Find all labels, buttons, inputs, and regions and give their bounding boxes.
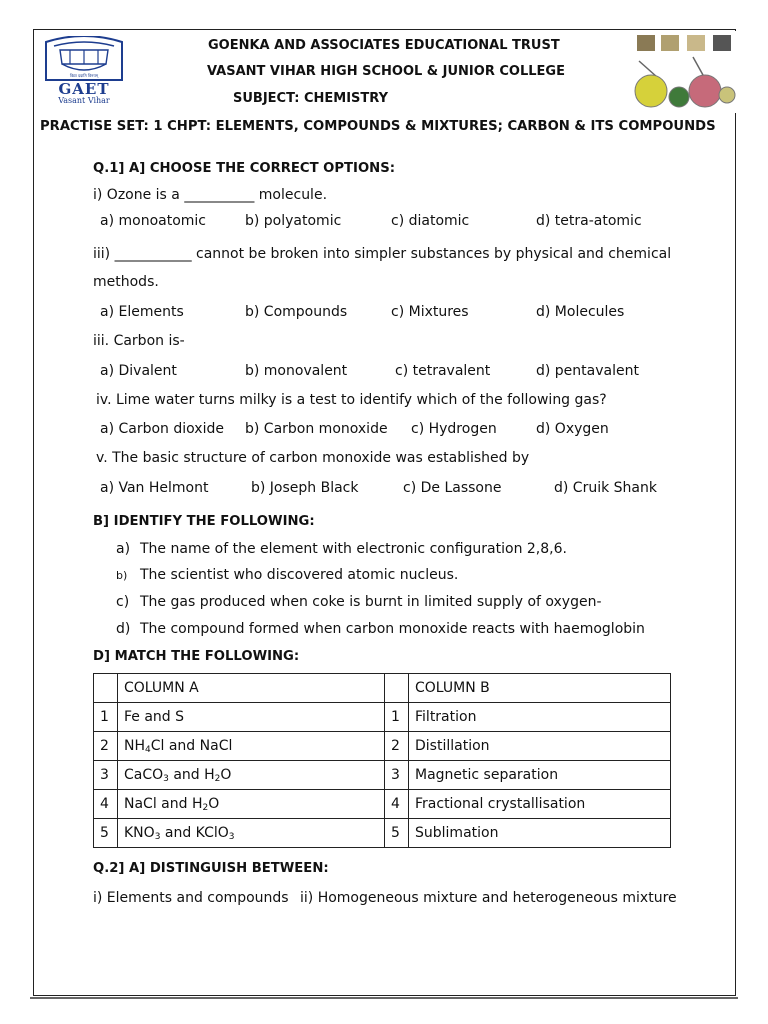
q1a-q5-option-b: b) Joseph Black: [251, 480, 359, 496]
column-a-cell: NaCl and $H_2O$: [118, 790, 385, 819]
q1a-question-3: iii. Carbon is-: [93, 333, 185, 349]
logo-text: GAET: [58, 80, 110, 98]
q1a-q2-option-a: a) Elements: [100, 304, 184, 320]
row-number: 2: [385, 732, 409, 761]
q2a-item-1: i) Elements and compounds: [93, 890, 289, 906]
table-row: [94, 703, 671, 732]
q1b-item-b: [116, 567, 458, 583]
row-number: 5: [94, 819, 118, 848]
logo-motto: विद्या ददाति विनयम्: [69, 73, 99, 78]
logo-subtext: Vasant Vihar: [58, 96, 110, 105]
table-cell: [385, 674, 409, 703]
row-number: 4: [385, 790, 409, 819]
q1a-q3-option-b: b) monovalent: [245, 363, 348, 379]
q2a-item-2: ii) Homogeneous mixture and heterogeneous mixture: [300, 890, 677, 906]
q1b-item-c-marker: c): [116, 594, 130, 610]
q1a-heading: Q.1] A] CHOOSE THE CORRECT OPTIONS:: [93, 161, 395, 176]
q1b-item-a-text: The name of the element with electronic configuration 2,8,6.: [140, 541, 567, 557]
q1a-q5-option-d: d) Cruik Shank: [554, 480, 657, 496]
q1a-q1-option-a: a) monoatomic: [100, 213, 206, 229]
q1b-item-c: [116, 594, 602, 610]
mixture-illustration: [633, 31, 736, 113]
q1a-question-1: i) Ozone is a __________ molecule.: [93, 187, 328, 203]
column-b-cell: Fractional crystallisation: [409, 790, 671, 819]
school-name: VASANT VIHAR HIGH SCHOOL & JUNIOR COLLEGE: [207, 64, 565, 79]
q1a-q1-option-b: b) polyatomic: [245, 213, 342, 229]
q1b-item-c-text: The gas produced when coke is burnt in limited supply of oxygen-: [140, 594, 602, 610]
column-b-header: COLUMN B: [409, 674, 671, 703]
q1a-q5-option-c: c) De Lassone: [403, 480, 502, 496]
q1a-question-2: iii) ___________ cannot be broken into simpler substances by physical and chemical: [93, 246, 672, 262]
row-number: 3: [385, 761, 409, 790]
q1a-q3-option-d: d) pentavalent: [536, 363, 639, 379]
column-a-cell: $KNO_3$ and KClO$_3$: [118, 819, 385, 848]
column-b-cell: Magnetic separation: [409, 761, 671, 790]
column-b-cell: Distillation: [409, 732, 671, 761]
row-number: 1: [385, 703, 409, 732]
q1b-item-b-marker: b): [116, 569, 128, 582]
q1a-q5-option-a: a) Van Helmont: [100, 480, 209, 496]
column-a-cell: $NH_4Cl$ and NaCl: [118, 732, 385, 761]
column-a-cell: Fe and S: [118, 703, 385, 732]
table-cell: [94, 674, 118, 703]
q2a-heading: Q.2] A] DISTINGUISH BETWEEN:: [93, 861, 329, 876]
q1a-q4-option-d: d) Oxygen: [536, 421, 609, 437]
q1b-item-d-marker: d): [116, 621, 131, 637]
row-number: 3: [94, 761, 118, 790]
q1a-q2-option-d: d) Molecules: [536, 304, 625, 320]
q1a-q3-option-c: c) tetravalent: [395, 363, 491, 379]
q1b-item-a-marker: a): [116, 541, 131, 557]
table-header-row: [94, 674, 671, 703]
q1b-item-d: [116, 621, 645, 637]
subject-title: SUBJECT: CHEMISTRY: [233, 91, 388, 106]
column-b-cell: Sublimation: [409, 819, 671, 848]
q1b-heading: B] IDENTIFY THE FOLLOWING:: [93, 514, 315, 529]
q1a-q3-option-a: a) Divalent: [100, 363, 177, 379]
column-a-header: COLUMN A: [118, 674, 385, 703]
q1b-item-d-text: The compound formed when carbon monoxide reacts with haemoglobin: [140, 621, 645, 637]
row-number: 4: [94, 790, 118, 819]
q1a-q2-option-b: b) Compounds: [245, 304, 348, 320]
table-row: [94, 761, 671, 790]
trust-name: GOENKA AND ASSOCIATES EDUCATIONAL TRUST: [208, 38, 560, 53]
column-a-cell: CaCO$_3$ and $H_2O$: [118, 761, 385, 790]
table-row: [94, 732, 671, 761]
q1a-question-5: v. The basic structure of carbon monoxide was established by: [96, 450, 530, 466]
q1a-question-2-cont: methods.: [93, 274, 159, 290]
q1d-heading: D] MATCH THE FOLLOWING:: [93, 649, 300, 664]
q1a-q4-option-a: a) Carbon dioxide: [100, 421, 224, 437]
q1a-q1-option-c: c) diatomic: [391, 213, 470, 229]
table-row: [94, 790, 671, 819]
q1b-item-a: [116, 541, 567, 557]
match-table: [93, 673, 671, 848]
q1a-q1-option-d: d) tetra-atomic: [536, 213, 642, 229]
bottom-rule: [30, 997, 738, 999]
row-number: 2: [94, 732, 118, 761]
q1a-q4-option-c: c) Hydrogen: [411, 421, 497, 437]
column-b-cell: Filtration: [409, 703, 671, 732]
q1b-item-b-text: The scientist who discovered atomic nucleus.: [140, 567, 459, 583]
row-number: 5: [385, 819, 409, 848]
table-row: [94, 819, 671, 848]
q1a-q4-option-b: b) Carbon monoxide: [245, 421, 388, 437]
practise-set-title: PRACTISE SET: 1 CHPT: ELEMENTS, COMPOUNDS & MIXTURES; CARBON & ITS COMPOUNDS: [40, 119, 716, 134]
q1a-question-4: iv. Lime water turns milky is a test to identify which of the following gas?: [96, 392, 607, 408]
q1a-q2-option-c: c) Mixtures: [391, 304, 469, 320]
row-number: 1: [94, 703, 118, 732]
